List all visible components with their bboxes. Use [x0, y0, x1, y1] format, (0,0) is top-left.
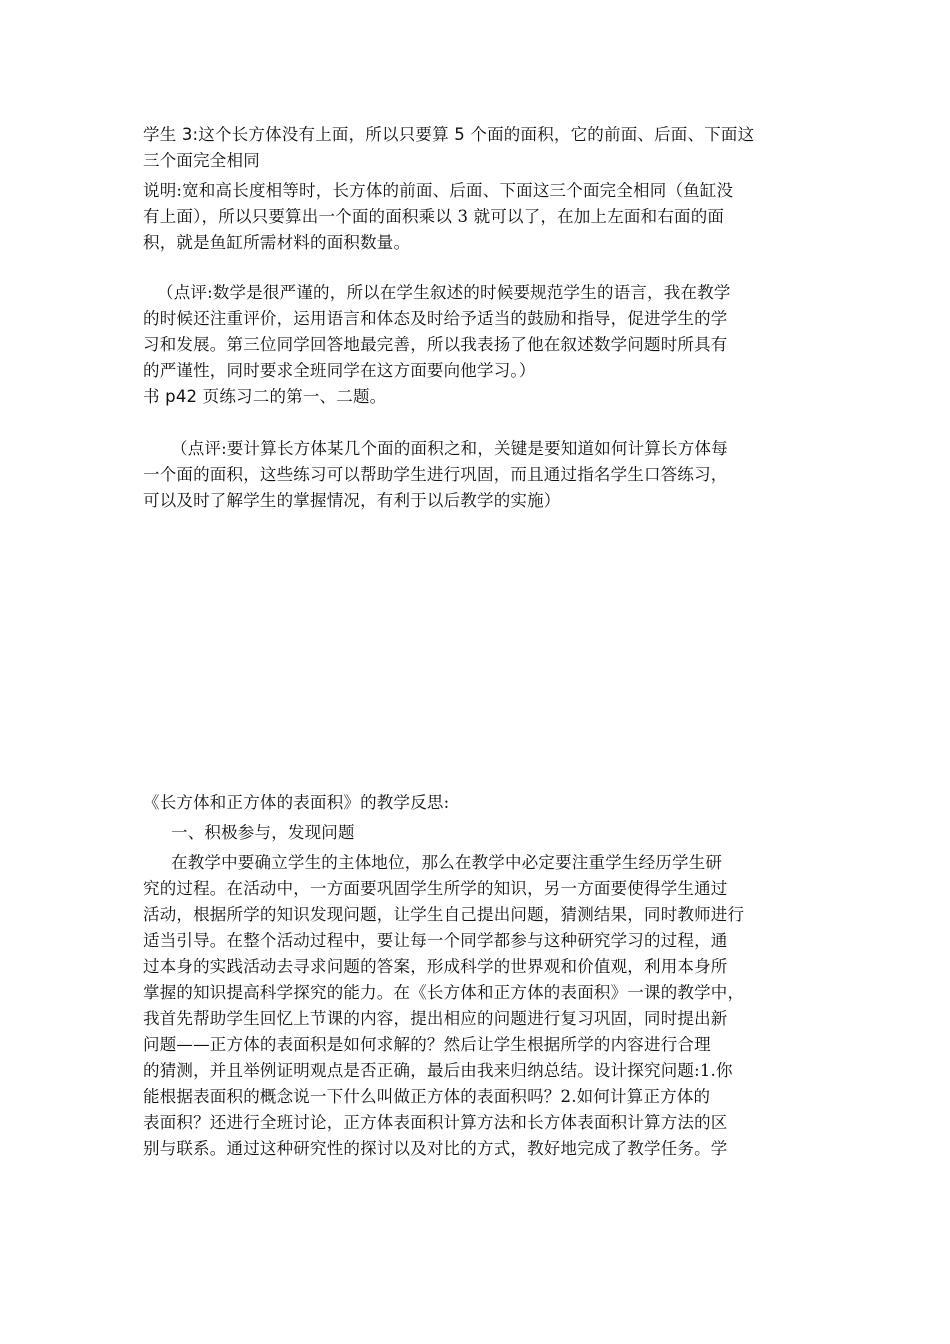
text-line: 的时候还注重评价，运用语言和体态及时给予适当的鼓励和指导，促进学生的学 — [143, 309, 728, 328]
text-line: 问题——正方体的表面积是如何求解的？然后让学生根据所学的内容进行合理 — [143, 1035, 711, 1054]
section-heading: 一、积极参与，发现问题 — [171, 823, 355, 842]
reflection-paragraph — [143, 850, 813, 1162]
comment-paragraph-2 — [143, 436, 813, 514]
text-line: 表面积？还进行全班讨论，正方体表面积计算方法和长方体表面积计算方法的区 — [143, 1113, 728, 1132]
reflection-title — [143, 790, 813, 816]
text-line: 习和发展。第三位同学回答地最完善，所以我表扬了他在叙述数学问题时所具有 — [143, 335, 728, 354]
text-line: 活动，根据所学的知识发现问题，让学生自己提出问题，猜测结果，同时教师进行 — [143, 905, 745, 924]
text-line: 能根据表面积的概念说一下什么叫做正方体的表面积吗？2.如何计算正方体的 — [143, 1087, 711, 1106]
text-line: 适当引导。在整个活动过程中，要让每一个同学都参与这种研究学习的过程，通 — [143, 931, 728, 950]
text-line: 一个面的面积，这些练习可以帮助学生进行巩固，而且通过指名学生口答练习， — [143, 465, 728, 484]
text-line: 说明:宽和高长度相等时，长方体的前面、后面、下面这三个面完全相同（鱼缸没 — [143, 181, 734, 200]
text-line: 在教学中要确立学生的主体地位，那么在教学中必定要注重学生经历学生研 — [171, 853, 723, 872]
text-line: 可以及时了解学生的掌握情况，有利于以后教学的实施） — [143, 491, 561, 510]
text-line: 有上面），所以只要算出一个面的面积乘以 3 就可以了，在加上左面和右面的面 — [143, 207, 725, 226]
text-line: 学生 3:这个长方体没有上面，所以只要算 5 个面的面积，它的前面、后面、下面这 — [143, 125, 755, 144]
text-line: 究的过程。在活动中，一方面要巩固学生所学的知识，另一方面要使得学生通过 — [143, 879, 728, 898]
text-line: 我首先帮助学生回忆上节课的内容，提出相应的问题进行复习巩固，同时提出新 — [143, 1009, 728, 1028]
reflection-heading-1 — [143, 820, 813, 846]
text-line: （点评:要计算长方体某几个面的面积之和，关键是要知道如何计算长方体每 — [171, 439, 728, 458]
text-line: 书 p42 页练习二的第一、二题。 — [143, 387, 387, 406]
explanation-paragraph — [143, 178, 813, 256]
text-line: 掌握的知识提高科学探究的能力。在《长方体和正方体的表面积》一课的教学中， — [143, 983, 745, 1002]
text-line: 三个面完全相同 — [143, 151, 260, 170]
text-line: 的严谨性，同时要求全班同学在这方面要向他学习。） — [143, 361, 536, 380]
text-line: 的猜测，并且举例证明观点是否正确，最后由我来归纳总结。设计探究问题:1.你 — [143, 1061, 733, 1080]
text-line: 积，就是鱼缸所需材料的面积数量。 — [143, 233, 411, 252]
exercise-line — [143, 384, 813, 410]
text-line: （点评:数学是很严谨的，所以在学生叙述的时候要规范学生的语言，我在教学 — [157, 283, 731, 302]
text-line: 别与联系。通过这种研究性的探讨以及对比的方式，教好地完成了教学任务。学 — [143, 1139, 728, 1158]
text-line: 过本身的实践活动去寻求问题的答案，形成科学的世界观和价值观，利用本身所 — [143, 957, 728, 976]
comment-paragraph-1 — [143, 280, 813, 384]
student3-answer — [143, 122, 813, 174]
section-title: 《长方体和正方体的表面积》的教学反思: — [143, 793, 450, 812]
